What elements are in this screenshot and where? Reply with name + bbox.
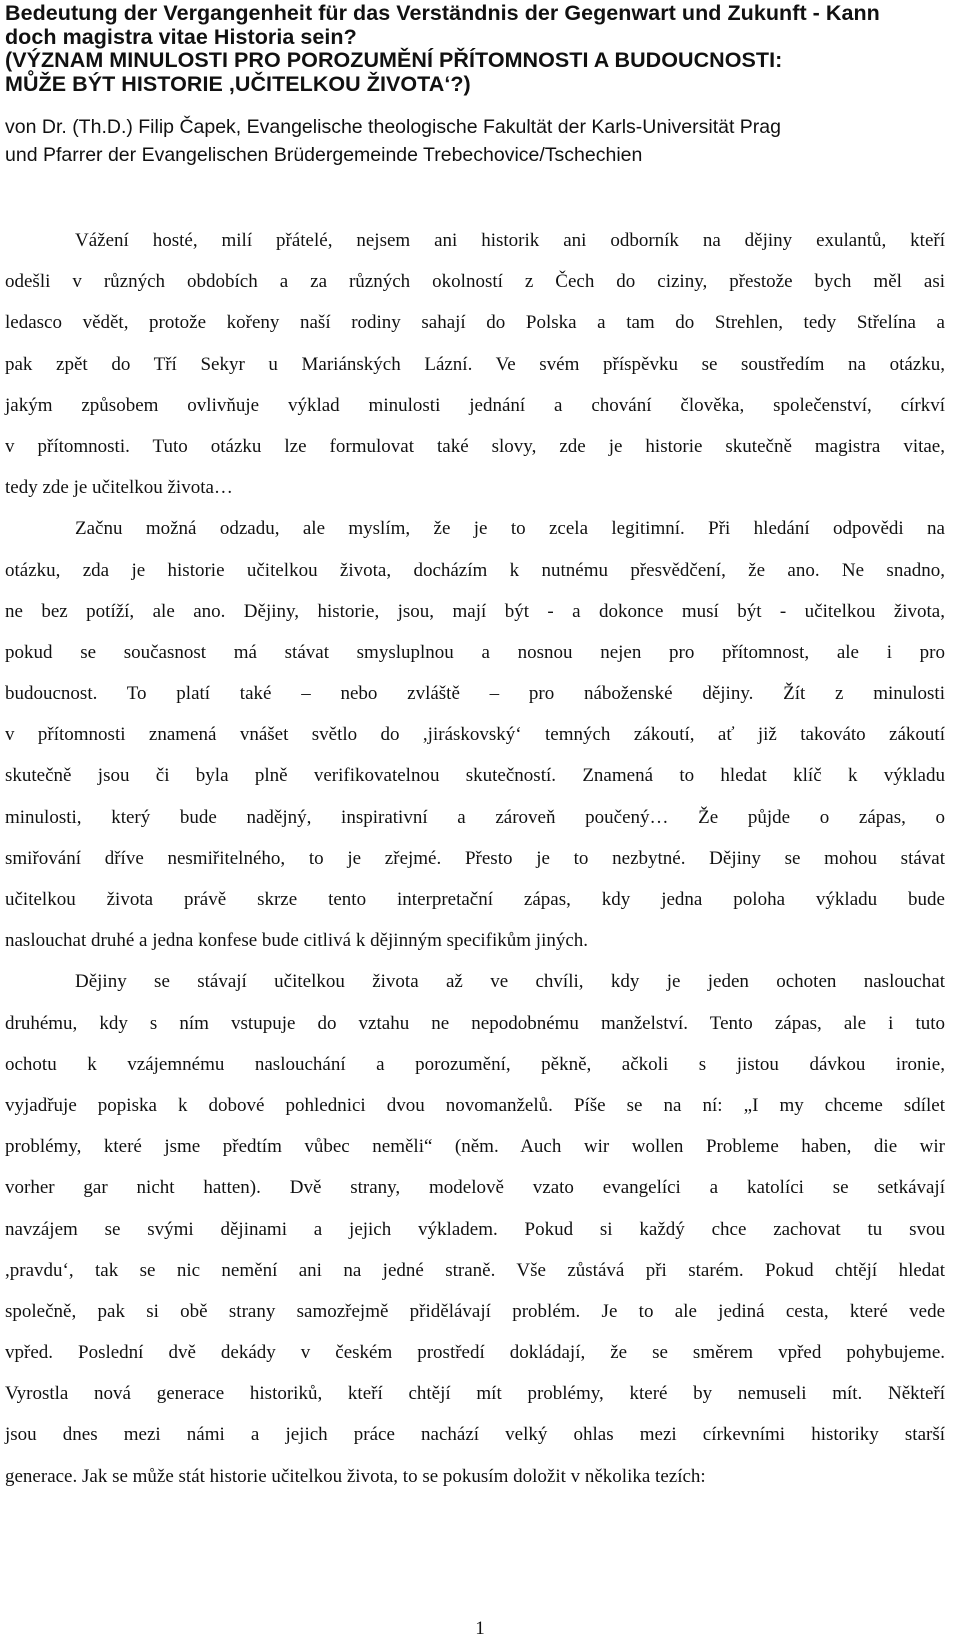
- text-line: minulosti, který bude nadějný, inspirativní a zároveň poučený… Že půjde o zápas, o: [5, 806, 945, 828]
- paragraph-3: [5, 961, 945, 1496]
- text-line: smiřování dříve nesmiřitelného, to je zřejmé. Přesto je to nezbytné. Dějiny se mohou stávat: [5, 847, 945, 869]
- title-line: MŮŽE BÝT HISTORIE ,UČITELKOU ŽIVOTA‘?): [5, 71, 471, 96]
- text-line: pak zpět do Tří Sekyr u Mariánských Lázní. Ve svém příspěvku se soustředím na otázku,: [5, 353, 945, 375]
- byline-line: von Dr. (Th.D.) Filip Čapek, Evangelische theologische Fakultät der Karls-Universität Prag: [5, 116, 781, 138]
- text-line: problémy, které jsme předtím vůbec neměli“ (něm. Auch wir wollen Probleme haben, die wir: [5, 1136, 945, 1158]
- text-line: ochotu k vzájemnému naslouchání a porozumění, pěkně, ačkoli s jistou dávkou ironie,: [5, 1053, 945, 1075]
- document-title: [5, 2, 935, 96]
- text-line: ,pravdu‘, tak se nic nemění ani na jedné straně. Vše zůstává při starém. Pokud chtějí hledat: [5, 1259, 945, 1281]
- text-line: Dějiny se stávají učitelkou života až ve chvíli, kdy je jeden ochoten naslouchat: [75, 971, 945, 993]
- text-line: ne bez potíží, ale ano. Dějiny, historie, jsou, mají být - a dokonce musí být - učitelkou života,: [5, 600, 945, 622]
- text-line: budoucnost. To platí také – nebo zvláště – pro náboženské dějiny. Žít z minulosti: [5, 683, 945, 705]
- text-line: jakým způsobem ovlivňuje výklad minulosti jednání a chování člověka, společenství, církví: [5, 394, 945, 416]
- text-line: odešli v různých obdobích a za různých okolností z Čech do ciziny, přestože bych měl asi: [5, 271, 945, 293]
- title-line: (VÝZNAM MINULOSTI PRO POROZUMĚNÍ PŘÍTOMNOSTI A BUDOUCNOSTI:: [5, 48, 783, 72]
- text-line: v přítomnosti. Tuto otázku lze formulovat také slovy, zde je historie skutečně magistra vitae,: [5, 435, 945, 457]
- text-line: skutečně jsou či byla plně verifikovatelnou skutečností. Znamená to hledat klíč k výkladu: [5, 765, 945, 787]
- text-line: ledasco vědět, protože kořeny naší rodiny sahají do Polska a tam do Strehlen, tedy Střelína a: [5, 312, 945, 334]
- text-line: druhému, kdy s ním vstupuje do vztahu ne nepodobnému manželství. Tento zápas, ale i tuto: [5, 1012, 945, 1034]
- title-line: doch magistra vitae Historia sein?: [5, 24, 357, 49]
- text-line: v přítomnosti znamená vnášet světlo do ,jiráskovský‘ temných zákoutí, ať již takováto zákoutí: [5, 724, 945, 746]
- text-line: pokud se současnost má stávat smysluplnou a nosnou nejen pro přítomnost, ale i pro: [5, 641, 945, 663]
- text-line: Začnu možná odzadu, ale myslím, že je to zcela legitimní. Při hledání odpovědi na: [75, 518, 945, 540]
- text-line: naslouchat druhé a jedna konfese bude citlivá k dějinným specifikům jiných.: [5, 930, 589, 952]
- paragraph-1: [5, 220, 945, 508]
- text-line: vyjadřuje popiska k dobové pohlednici dvou novomanželů. Píše se na ní: „I my chceme sdílet: [5, 1094, 945, 1116]
- document-body: [5, 220, 945, 1497]
- page-number: 1: [475, 1618, 485, 1639]
- text-line: otázku, zda je historie učitelkou života, docházím k nutnému přesvědčení, že ano. Ne snadno,: [5, 559, 945, 581]
- text-line: jsou dnes mezi námi a jejich práce nachází velký ohlas mezi církevními historiky starší: [5, 1424, 945, 1446]
- text-line: Vyrostla nová generace historiků, kteří chtějí mít problémy, které by nemuseli mít. Někteří: [5, 1383, 945, 1405]
- text-line: vorher gar nicht hatten). Dvě strany, modelově vzato evangelíci a katolíci se setkávají: [5, 1177, 945, 1199]
- text-line: tedy zde je učitelkou života…: [5, 477, 233, 499]
- text-line: navzájem se svými dějinami a jejich výkladem. Pokud si každý chce zachovat tu svou: [5, 1218, 945, 1240]
- paragraph-2: [5, 508, 945, 961]
- text-line: učitelkou života právě skrze tento interpretační zápas, kdy jedna poloha výkladu bude: [5, 889, 945, 910]
- text-line: vpřed. Poslední dvě dekády v českém prostředí dokládají, že se směrem vpřed pohybujeme.: [5, 1342, 945, 1364]
- author-byline: [5, 113, 950, 169]
- text-line: generace. Jak se může stát historie učitelkou života, to se pokusím doložit v několika tezích:: [5, 1465, 706, 1487]
- text-line: společně, pak si obě strany samozřejmě přidělávají problém. Je to ale jediná cesta, které vede: [5, 1300, 945, 1322]
- byline-line: und Pfarrer der Evangelischen Brüdergemeinde Trebechovice/Tschechien: [5, 144, 643, 166]
- title-line: Bedeutung der Vergangenheit für das Verständnis der Gegenwart und Zukunft - Kann: [5, 1, 880, 25]
- text-line: Vážení hosté, milí přátelé, nejsem ani historik ani odborník na dějiny exulantů, kteří: [75, 230, 945, 251]
